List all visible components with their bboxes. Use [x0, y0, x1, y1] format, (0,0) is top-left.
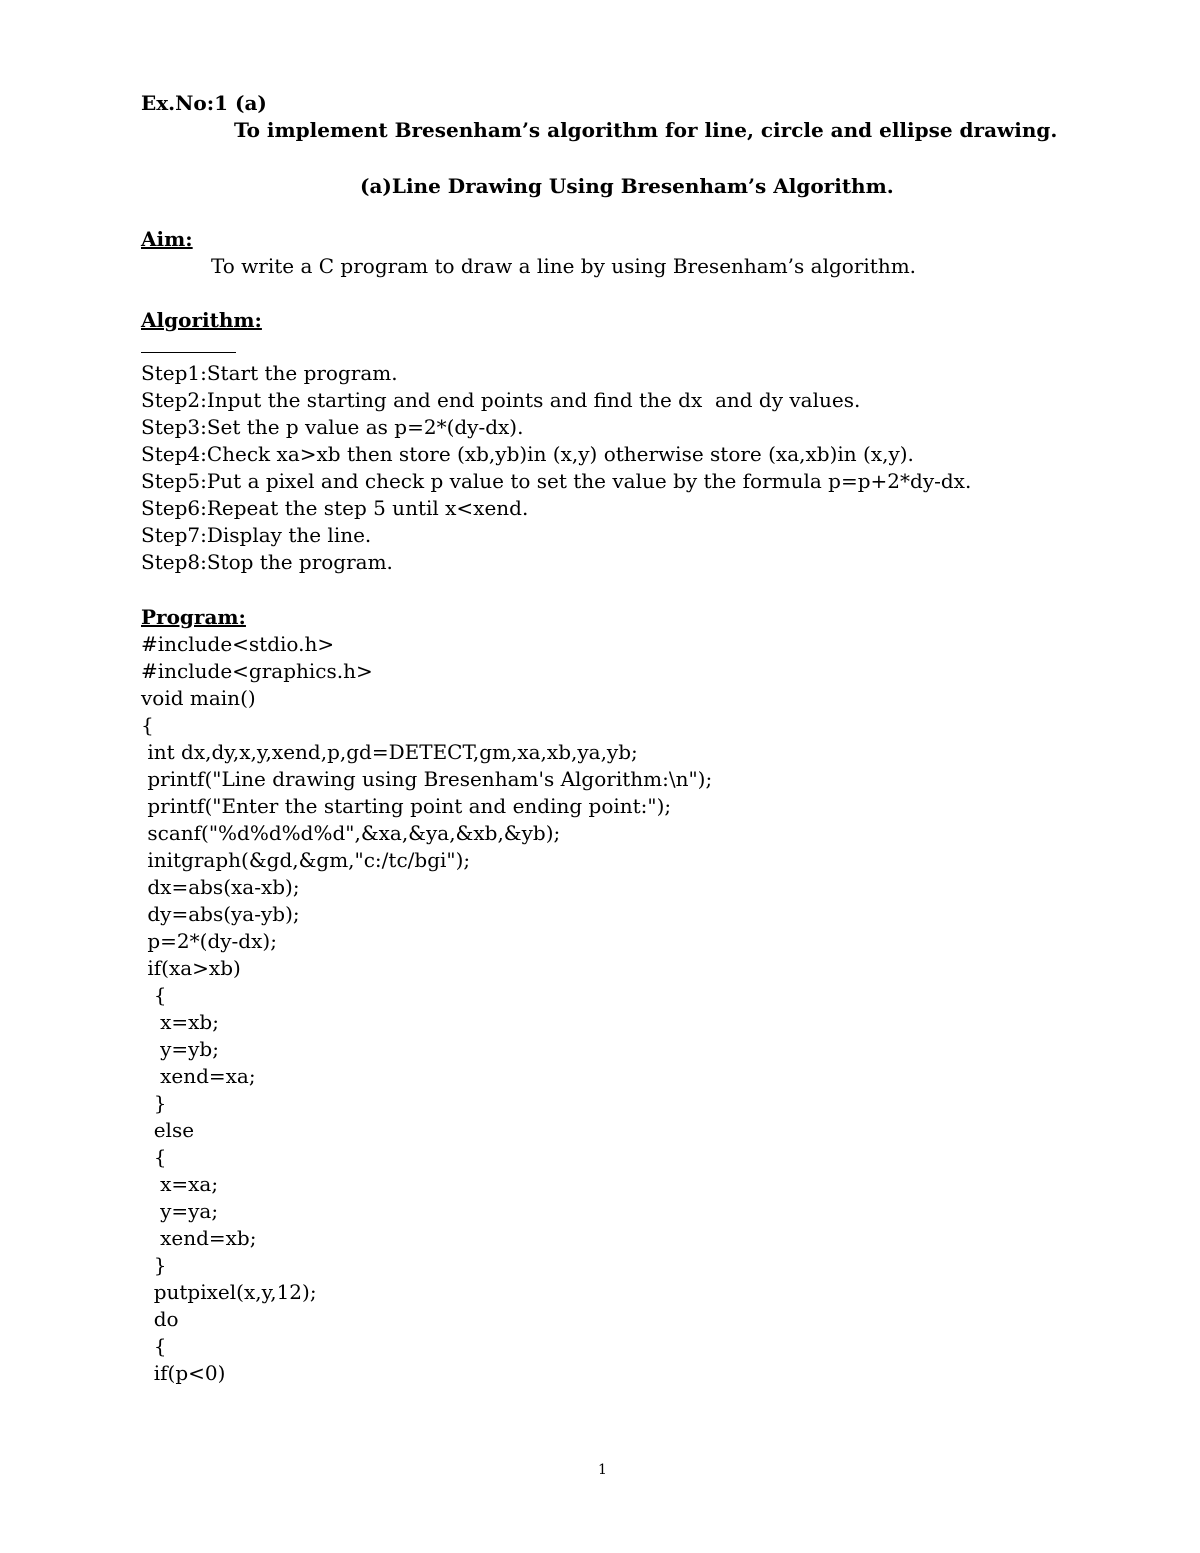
heading-rule	[141, 352, 236, 353]
code-line: }	[141, 1091, 167, 1115]
algorithm-heading: Algorithm:	[141, 308, 262, 332]
code-line: dy=abs(ya-yb);	[141, 902, 300, 926]
code-line: int dx,dy,x,y,xend,p,gd=DETECT,gm,xa,xb,ya,yb;	[141, 740, 638, 764]
code-line: {	[141, 1334, 167, 1358]
program-heading: Program:	[141, 605, 246, 629]
code-line: scanf("%d%d%d%d",&xa,&ya,&xb,&yb);	[141, 821, 561, 845]
code-line: if(xa>xb)	[141, 956, 241, 980]
code-line: {	[141, 713, 154, 737]
section-subtitle: (a)Line Drawing Using Bresenham’s Algorithm.	[360, 174, 894, 198]
aim-text: To write a C program to draw a line by using Bresenham’s algorithm.	[211, 254, 917, 278]
code-line: xend=xb;	[141, 1226, 257, 1250]
code-line: x=xa;	[141, 1172, 219, 1196]
code-line: else	[141, 1118, 195, 1142]
code-line: xend=xa;	[141, 1064, 256, 1088]
page-number: 1	[598, 1462, 607, 1478]
code-line: x=xb;	[141, 1010, 219, 1034]
algorithm-step: Step3:Set the p value as p=2*(dy-dx).	[141, 415, 524, 439]
code-line: #include<stdio.h>	[141, 632, 335, 656]
code-line: {	[141, 1145, 167, 1169]
document-title: To implement Bresenham’s algorithm for line, circle and ellipse drawing.	[234, 118, 1058, 142]
algorithm-step: Step2:Input the starting and end points and find the dx and dy values.	[141, 388, 861, 412]
algorithm-step: Step1:Start the program.	[141, 361, 398, 385]
algorithm-step: Step7:Display the line.	[141, 523, 372, 547]
code-line: do	[141, 1307, 179, 1331]
code-line: }	[141, 1253, 167, 1277]
code-line: initgraph(&gd,&gm,"c:/tc/bgi");	[141, 848, 471, 872]
code-line: printf("Line drawing using Bresenham's Algorithm:\n");	[141, 767, 713, 791]
code-line: void main()	[141, 686, 256, 710]
algorithm-step: Step5:Put a pixel and check p value to set the value by the formula p=p+2*dy-dx.	[141, 469, 972, 493]
exercise-number: Ex.No:1 (a)	[141, 91, 267, 115]
code-line: dx=abs(xa-xb);	[141, 875, 300, 899]
aim-heading: Aim:	[141, 227, 193, 251]
code-line: y=ya;	[141, 1199, 219, 1223]
code-line: p=2*(dy-dx);	[141, 929, 277, 953]
code-line: y=yb;	[141, 1037, 219, 1061]
code-line: #include<graphics.h>	[141, 659, 373, 683]
code-line: printf("Enter the starting point and ending point:");	[141, 794, 672, 818]
code-line: {	[141, 983, 167, 1007]
algorithm-step: Step8:Stop the program.	[141, 550, 393, 574]
code-line: if(p<0)	[141, 1361, 226, 1385]
algorithm-step: Step4:Check xa>xb then store (xb,yb)in (x,y) otherwise store (xa,xb)in (x,y).	[141, 442, 914, 466]
algorithm-step: Step6:Repeat the step 5 until x<xend.	[141, 496, 529, 520]
code-line: putpixel(x,y,12);	[141, 1280, 317, 1304]
